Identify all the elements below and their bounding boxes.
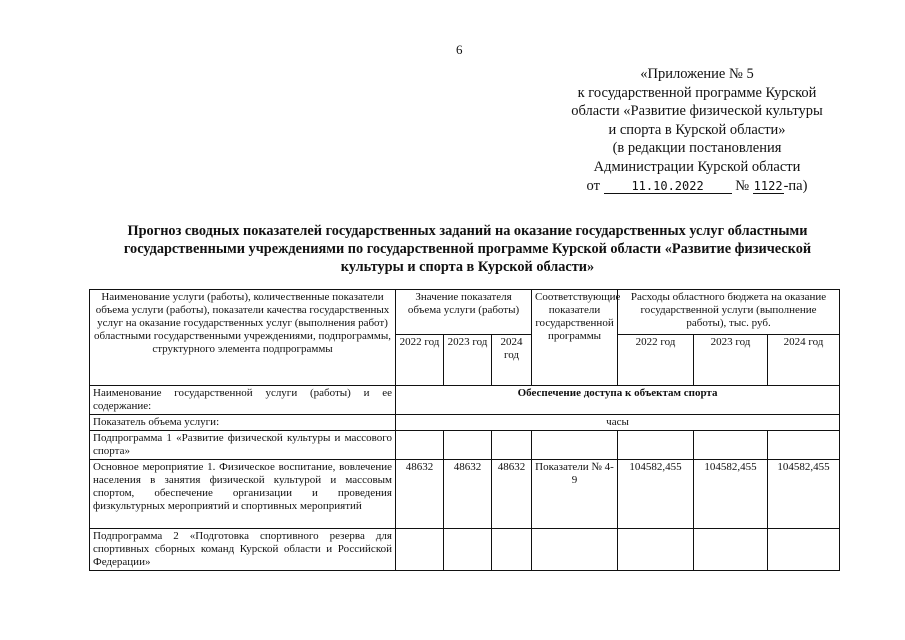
appendix-line: к государственной программе Курской	[577, 84, 817, 101]
header-expense-year: 2022 год	[618, 335, 694, 386]
value-2023: 48632	[444, 460, 492, 529]
table-row	[90, 460, 840, 529]
value-2024: 48632	[492, 460, 532, 529]
table-row	[90, 386, 840, 415]
forecast-table	[89, 289, 840, 571]
header-expense-year: 2024 год	[768, 335, 840, 386]
subprogram-2: Подпрограмма 2 «Подготовка спортивного резерва для спортивных сборных команд Курской области и Российской Федерации»	[90, 529, 396, 571]
header-correspondence: Соответствующие показатели государственной программы	[532, 290, 618, 386]
number-suffix: -па)	[783, 177, 808, 194]
appendix-line: (в редакции постановления	[612, 140, 782, 157]
header-expense-group: Расходы областного бюджета на оказание государственной услуги (выполнение работы), тыс. руб.	[618, 290, 840, 335]
service-name-value: Обеспечение доступа к объектам спорта	[396, 386, 840, 415]
appendix-block	[548, 65, 846, 195]
header-value-group: Значение показателя объема услуги (работы)	[396, 290, 532, 335]
date-prefix: от	[586, 177, 600, 194]
decree-date: 11.10.2022	[604, 179, 732, 194]
decree-date-line	[548, 177, 846, 196]
value-2022: 48632	[396, 460, 444, 529]
appendix-line: Администрации Курской области	[593, 158, 801, 175]
volume-label: Показатель объема услуги:	[90, 415, 396, 431]
subprogram-1: Подпрограмма 1 «Развитие физической культуры и массового спорта»	[90, 431, 396, 460]
indicators-ref: Показатели № 4-9	[532, 460, 618, 529]
page-number: 6	[456, 42, 463, 57]
appendix-line: «Приложение № 5	[640, 66, 754, 82]
main-measure-1: Основное мероприятие 1. Физическое воспитание, вовлечение населения в занятия физической культурой и массовым спортом, обеспечение организации и проведения физкультурных мероприятий и спортивных мероприятий	[90, 460, 396, 529]
expense-2024: 104582,455	[768, 460, 840, 529]
header-year: 2024 год	[492, 335, 532, 386]
table-row	[90, 415, 840, 431]
appendix-line: области «Развитие физической культуры	[571, 103, 823, 120]
expense-2023: 104582,455	[694, 460, 768, 529]
expense-2022: 104582,455	[618, 460, 694, 529]
appendix-line: и спорта в Курской области»	[608, 121, 786, 138]
number-prefix: №	[735, 177, 750, 194]
header-year: 2022 год	[396, 335, 444, 386]
header-name-column: Наименование услуги (работы), количественные показатели объема услуги (работы), показатели качества государственных услуг на оказание государственных услуг (выполнения работ) областными государственными учреждениями, подпрограммы, структурного элемента подпрограммы	[90, 290, 396, 386]
document-title: Прогноз сводных показателей государственных заданий на оказание государственных услуг областными государственными учреждениями по государственной программе Курской области «Развитие физической культуры и спорта в Курской области»	[123, 223, 812, 275]
table-row	[90, 529, 840, 571]
header-expense-year: 2023 год	[694, 335, 768, 386]
volume-value: часы	[396, 415, 840, 431]
table-row	[90, 431, 840, 460]
decree-number: 1122	[753, 178, 783, 193]
service-name-label: Наименование государственной услуги (работы) и ее содержание:	[90, 386, 396, 415]
header-year: 2023 год	[444, 335, 492, 386]
